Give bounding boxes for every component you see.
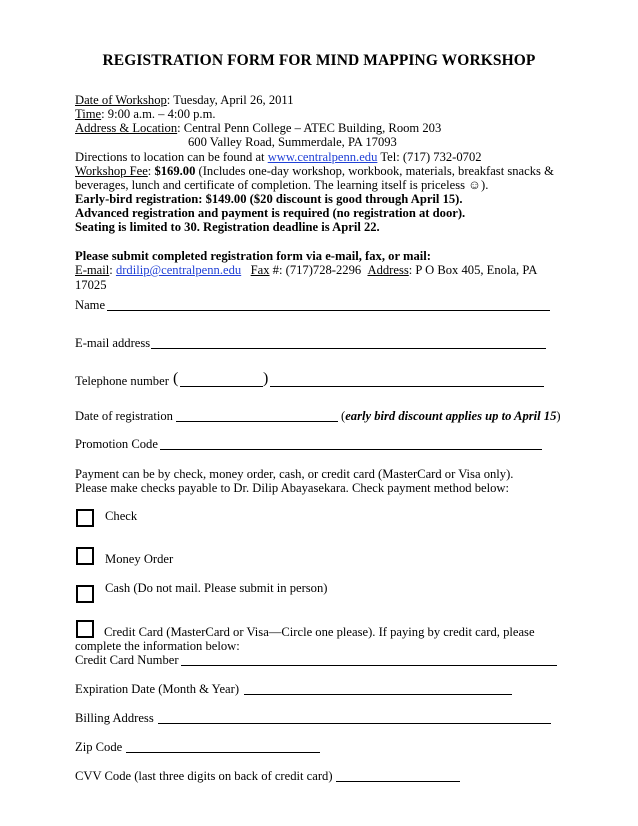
name-field[interactable] bbox=[107, 310, 550, 311]
cvv-field[interactable] bbox=[336, 781, 460, 782]
payment-line1: Payment can be by check, money order, cash, or credit card (MasterCard or Visa only). bbox=[75, 467, 514, 481]
area-code-field[interactable] bbox=[180, 386, 263, 387]
workshop-date: Date of Workshop: Tuesday, April 26, 2011 bbox=[75, 93, 294, 107]
workshop-address: Address & Location: Central Penn College – ATEC Building, Room 203 bbox=[75, 121, 442, 135]
card-number-field[interactable] bbox=[181, 665, 557, 666]
submit-heading: Please submit completed registration form via e-mail, fax, or mail: bbox=[75, 249, 431, 263]
date-registration-label: Date of registration bbox=[75, 409, 173, 423]
workshop-fee: Workshop Fee: $169.00 (Includes one-day workshop, workbook, materials, breakfast snacks & bbox=[75, 164, 554, 178]
directions: Directions to location can be found at www.centralpenn.edu Tel: (717) 732-0702 bbox=[75, 150, 482, 164]
tel-open-paren: ( bbox=[173, 370, 179, 387]
zip-code-field[interactable] bbox=[126, 752, 320, 753]
submit-contacts: E-mail: drdilip@centralpenn.edu Fax #: (717)728-2296 Address: P O Box 405, Enola, PA bbox=[75, 263, 538, 277]
payment-line2: Please make checks payable to Dr. Dilip Abayasekara. Check payment method below: bbox=[75, 481, 509, 495]
credit-card-label: Credit Card (MasterCard or Visa—Circle one please). If paying by credit card, please bbox=[104, 625, 535, 639]
money-order-checkbox[interactable] bbox=[76, 547, 94, 565]
email-field[interactable] bbox=[151, 348, 546, 349]
promo-label: Promotion Code bbox=[75, 437, 158, 451]
website-link[interactable]: www.centralpenn.edu bbox=[267, 150, 378, 164]
name-label: Name bbox=[75, 298, 106, 312]
check-label: Check bbox=[105, 509, 138, 523]
email-label: E-mail address bbox=[75, 336, 151, 350]
workshop-time: Time: 9:00 a.m. – 4:00 p.m. bbox=[75, 107, 216, 121]
billing-address-label: Billing Address bbox=[75, 711, 154, 725]
expiration-field[interactable] bbox=[244, 694, 512, 695]
cash-checkbox[interactable] bbox=[76, 585, 94, 603]
page-title: REGISTRATION FORM FOR MIND MAPPING WORKSHOP bbox=[102, 52, 536, 69]
tel-close-paren: ) bbox=[263, 370, 269, 387]
cash-label: Cash (Do not mail. Please submit in person) bbox=[105, 581, 328, 595]
check-checkbox[interactable] bbox=[76, 509, 94, 527]
submit-zip: 17025 bbox=[75, 278, 107, 292]
telephone-label: Telephone number bbox=[75, 374, 169, 388]
telephone-field[interactable] bbox=[270, 386, 544, 387]
card-number-label: Credit Card Number bbox=[75, 653, 179, 667]
promo-field[interactable] bbox=[160, 449, 542, 450]
email-link[interactable]: drdilip@centralpenn.edu bbox=[115, 263, 242, 277]
credit-card-checkbox[interactable] bbox=[76, 620, 94, 638]
workshop-fee-desc: beverages, lunch and certificate of completion. The learning itself is priceless ☺). bbox=[75, 178, 489, 192]
early-bird-discount-note: (early bird discount applies up to April 15) bbox=[341, 409, 561, 423]
seating-note: Seating is limited to 30. Registration deadline is April 22. bbox=[75, 220, 380, 234]
zip-code-label: Zip Code bbox=[75, 740, 123, 754]
workshop-address-line2: 600 Valley Road, Summerdale, PA 17093 bbox=[188, 135, 397, 149]
money-order-label: Money Order bbox=[105, 552, 174, 566]
early-bird-note: Early-bird registration: $149.00 ($20 discount is good through April 15). bbox=[75, 192, 463, 206]
cvv-label: CVV Code (last three digits on back of credit card) bbox=[75, 769, 333, 783]
expiration-label: Expiration Date (Month & Year) bbox=[75, 682, 240, 696]
date-registration-field[interactable] bbox=[176, 421, 338, 422]
billing-address-field[interactable] bbox=[158, 723, 551, 724]
advanced-note: Advanced registration and payment is required (no registration at door). bbox=[75, 206, 466, 220]
credit-card-label-2: complete the information below: bbox=[75, 639, 240, 653]
